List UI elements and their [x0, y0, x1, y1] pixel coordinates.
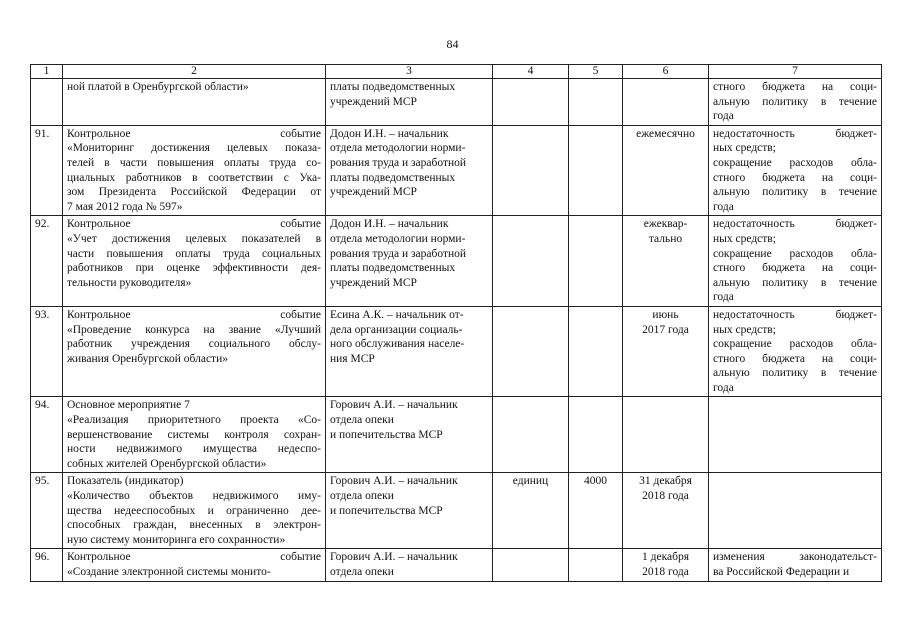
row-number: 96.: [31, 549, 63, 581]
deadline-cell: [623, 306, 709, 397]
cell-line: Основное мероприятие 7: [67, 399, 190, 412]
measures-table: [30, 64, 882, 582]
cell-line: рования труда и заработной: [330, 247, 467, 260]
cell-line: «Учет достижения целевых показателей в: [67, 232, 321, 245]
cell-line: телей в части повышения оплаты труда со-: [67, 156, 321, 169]
header-cell: 1: [31, 65, 63, 79]
row-number: 94.: [31, 397, 63, 473]
responsible-person: [326, 549, 493, 581]
risk-cell: [709, 473, 882, 549]
risk-cell: [709, 125, 882, 216]
cell-line: ного обслуживания населе-: [330, 338, 465, 351]
cell-line: способных граждан, внесенных в электрон-: [67, 519, 321, 532]
risk-cell: [709, 549, 882, 581]
cell-line: Контрольное событие: [67, 308, 321, 321]
event-description: [63, 216, 326, 307]
cell-line: и попечительства МСР: [330, 504, 443, 517]
cell-line: ных средств;: [713, 323, 776, 336]
deadline-cell: [623, 216, 709, 307]
cell-line: 2018 года: [642, 566, 689, 578]
header-row: [31, 65, 882, 79]
cell-line: Контрольное событие: [67, 218, 321, 231]
row-number: 95.: [31, 473, 63, 549]
header-cell: 7: [709, 65, 882, 79]
cell-line: 31 декабря: [639, 475, 692, 488]
cell-line: стного бюджета на соци-: [713, 262, 877, 275]
cell-line: ную систему мониторинга его сохранности»: [67, 533, 286, 546]
cell-line: года: [713, 291, 734, 304]
cell-line: отдела опеки: [330, 490, 394, 503]
cell-line: платы подведомственных: [330, 262, 456, 275]
cell-line: Горович А.И. – начальник: [330, 399, 458, 412]
unit-cell: единиц: [493, 473, 569, 549]
cell-line: ных средств;: [713, 232, 776, 245]
cell-line: недостаточность бюджет-: [713, 218, 877, 231]
risk-cell: [709, 216, 882, 307]
cell-line: циальных работников в соответствии с Ука-: [67, 171, 321, 184]
responsible-person: [326, 397, 493, 473]
cell-line: года: [713, 381, 734, 394]
unit-cell: [493, 306, 569, 397]
cell-line: Контрольное событие: [67, 127, 321, 140]
cell-line: Показатель (индикатор): [67, 475, 184, 488]
cell-line: части повышения оплаты труда социальных: [67, 247, 321, 260]
unit-cell: [493, 125, 569, 216]
cell-line: июнь: [652, 308, 679, 321]
cell-line: работников при оценке эффективности дея-: [67, 262, 321, 275]
cell-line: Горович А.И. – начальник: [330, 551, 458, 564]
deadline-cell: [623, 473, 709, 549]
cell-line: тельности руководителя»: [67, 276, 192, 289]
table-row: [31, 306, 882, 397]
row-number: 93.: [31, 306, 63, 397]
cell-line: отдела опеки: [330, 566, 394, 578]
cell-line: живания Оренбургской области»: [67, 352, 228, 365]
cell-line: «Создание электронной системы монито-: [67, 566, 271, 578]
deadline-cell: [623, 549, 709, 581]
cell-line: альную политику в течение: [713, 186, 877, 199]
table-row: [31, 549, 882, 581]
cell-line: ежемесячно: [636, 127, 695, 140]
cell-line: стного бюджета на соци-: [713, 81, 877, 93]
risk-cell: [709, 397, 882, 473]
header-cell: 2: [63, 65, 326, 79]
cell-line: «Проведение конкурса на звание «Лучший: [67, 323, 321, 336]
value-cell: [569, 306, 623, 397]
cell-line: щества недееспособных и ограниченно дее-: [67, 504, 321, 517]
cell-line: ежеквар-: [643, 218, 688, 231]
event-description: [63, 549, 326, 581]
cell-line: и попечительства МСР: [330, 428, 443, 441]
cell-line: стного бюджета на соци-: [713, 171, 877, 184]
unit-cell: [493, 216, 569, 307]
cell-line: недостаточность бюджет-: [713, 308, 877, 321]
cell-line: платы подведомственных: [330, 171, 456, 184]
cell-line: дела организации социаль-: [330, 323, 463, 336]
value-cell: [569, 125, 623, 216]
cell-line: учреждений МСР: [330, 276, 417, 289]
cell-line: альную политику в течение: [713, 276, 877, 289]
event-description: [63, 473, 326, 549]
cell-line: Контрольное событие: [67, 551, 321, 564]
header-cell: 4: [493, 65, 569, 79]
cell-line: сокращение расходов обла-: [713, 338, 877, 351]
cell-line: работник учреждения социального обслу-: [67, 338, 321, 351]
cell-line: рования труда и заработной: [330, 156, 467, 169]
cell-line: ва Российской Федерации и: [713, 566, 850, 578]
cell-line: собных жителей Оренбургской области»: [67, 457, 267, 470]
page-number: 84: [446, 37, 459, 51]
cell-line: 7 мая 2012 года № 597»: [67, 200, 183, 213]
deadline-cell: [623, 397, 709, 473]
deadline-cell: [623, 125, 709, 216]
unit-cell: [493, 79, 569, 126]
cell-line: 2017 года: [642, 323, 689, 336]
cell-line: «Количество объектов недвижимого иму-: [67, 490, 321, 503]
cell-line: стного бюджета на соци-: [713, 352, 877, 365]
event-description: [63, 306, 326, 397]
cell-line: 1 декабря: [642, 551, 689, 564]
cell-line: недостаточность бюджет-: [713, 127, 877, 140]
row-number: 91.: [31, 125, 63, 216]
unit-cell: [493, 397, 569, 473]
cell-line: ной платой в Оренбургской области»: [67, 81, 249, 93]
responsible-person: [326, 125, 493, 216]
cell-line: изменения законодательст-: [713, 551, 877, 564]
responsible-person: [326, 473, 493, 549]
cell-line: отдела методологии норми-: [330, 232, 466, 245]
cell-line: года: [713, 200, 734, 213]
cell-line: зом Президента Российской Федерации от: [67, 186, 321, 199]
cell-line: 2018 года: [642, 490, 689, 503]
cell-line: отдела опеки: [330, 414, 394, 427]
risk-cell: [709, 306, 882, 397]
header-cell: 5: [569, 65, 623, 79]
responsible-person: [326, 79, 493, 126]
header-cell: 6: [623, 65, 709, 79]
value-cell: 4000: [569, 473, 623, 549]
table-row: [31, 79, 882, 126]
cell-line: ных средств;: [713, 142, 776, 155]
cell-line: Додон И.Н. – начальник: [330, 127, 449, 140]
header-cell: 3: [326, 65, 493, 79]
cell-line: года: [713, 110, 734, 123]
table-row: [31, 473, 882, 549]
event-description: [63, 125, 326, 216]
cell-line: вершенствование системы контроля сохран-: [67, 428, 321, 441]
cell-line: тально: [648, 232, 683, 245]
unit-cell: [493, 549, 569, 581]
cell-line: «Мониторинг достижения целевых показа-: [67, 142, 321, 155]
cell-line: учреждений МСР: [330, 186, 417, 199]
cell-line: учреждений МСР: [330, 95, 417, 108]
cell-line: «Реализация приоритетного проекта «Со-: [67, 414, 321, 427]
cell-line: платы подведомственных: [330, 81, 456, 93]
row-number: 92.: [31, 216, 63, 307]
cell-line: Додон И.Н. – начальник: [330, 218, 449, 231]
responsible-person: [326, 306, 493, 397]
event-description: [63, 79, 326, 126]
cell-line: ния МСР: [330, 352, 375, 365]
cell-line: сокращение расходов обла-: [713, 156, 877, 169]
value-cell: [569, 216, 623, 307]
value-cell: [569, 79, 623, 126]
cell-line: ности недвижимого имущества недеспо-: [67, 443, 321, 456]
responsible-person: [326, 216, 493, 307]
value-cell: [569, 397, 623, 473]
event-description: [63, 397, 326, 473]
table-row: [31, 397, 882, 473]
row-number: [31, 79, 63, 126]
cell-line: сокращение расходов обла-: [713, 247, 877, 260]
cell-line: Горович А.И. – начальник: [330, 475, 458, 488]
cell-line: альную политику в течение: [713, 367, 877, 380]
table-row: [31, 125, 882, 216]
deadline-cell: [623, 79, 709, 126]
cell-line: Есина А.К. – начальник от-: [330, 308, 464, 321]
value-cell: [569, 549, 623, 581]
table-row: [31, 216, 882, 307]
cell-line: отдела методологии норми-: [330, 142, 466, 155]
risk-cell: [709, 79, 882, 126]
cell-line: альную политику в течение: [713, 95, 877, 108]
